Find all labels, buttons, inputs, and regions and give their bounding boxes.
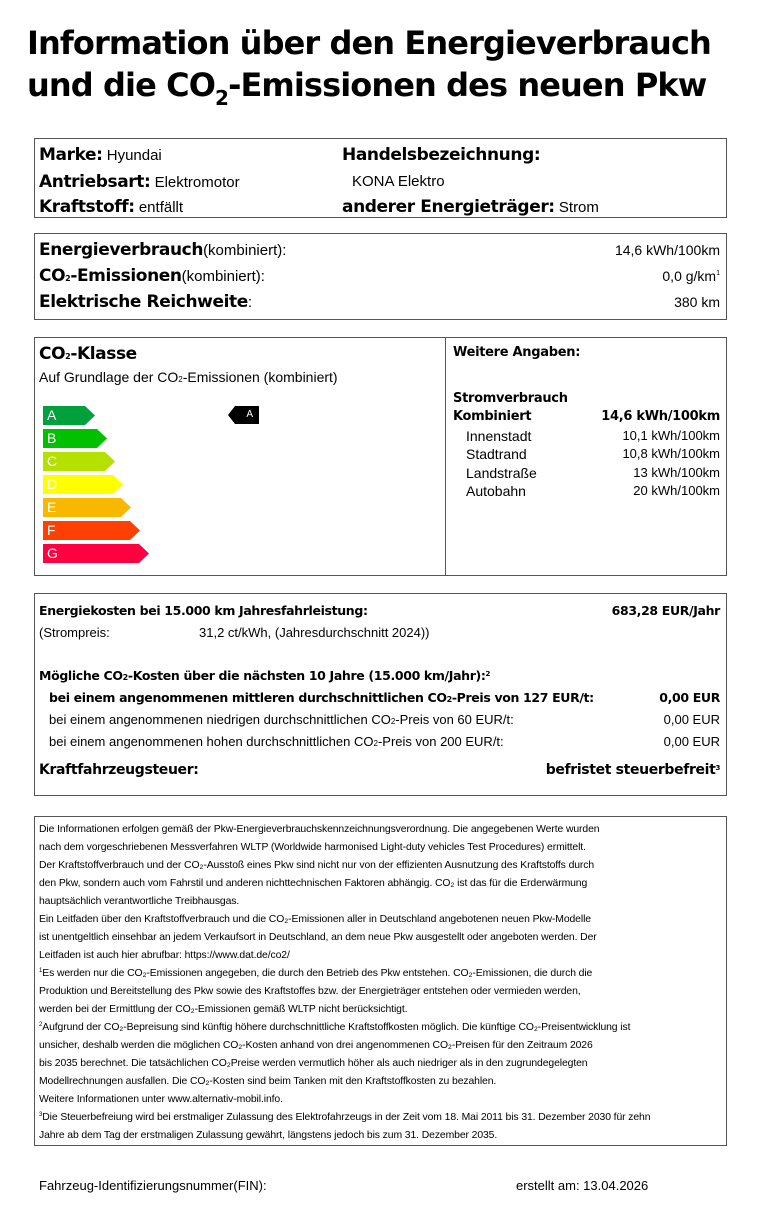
range-value: 380 km: [674, 294, 720, 310]
power-consumption-label: Landstraße: [466, 464, 537, 481]
co2-class-bar-label: B: [47, 430, 57, 446]
power-consumption-label: Kombiniert: [453, 409, 532, 424]
consumption-box: [34, 233, 727, 320]
co2-cost-scenario-label-pre: bei einem angenommenen mittleren durchschnittlichen CO: [49, 690, 447, 705]
marker-arrow-shape: [228, 406, 259, 424]
co2-cost-scenario-label: [49, 712, 514, 727]
drive-label: Antriebsart:: [39, 172, 151, 192]
legal-line: [39, 1073, 722, 1091]
co2-emissions-row: [39, 265, 720, 287]
legal-line-text: Aufgrund der CO₂-Bepreisung sind künftig höhere durchschnittliche Kraftstoffkosten möglich. Die künftige CO₂-Preisentwicklung ist: [42, 1022, 631, 1033]
energy-consumption-row: [39, 239, 720, 261]
further-info: [453, 344, 720, 501]
co2-class-box: [34, 337, 727, 576]
energy-consumption-qualifier: (kombiniert):: [203, 242, 287, 259]
co2-emissions-qualifier: (kombiniert):: [181, 268, 265, 285]
power-consumption-row: [453, 445, 720, 464]
co2-class-subtitle-sub: 2: [178, 375, 183, 384]
co2-class-scale: [43, 406, 149, 567]
co2-class-title-pre: CO: [39, 344, 66, 364]
brand-row: [39, 145, 162, 166]
co2-cost-scenario-label-sub: 2: [373, 739, 378, 748]
legal-line: [39, 1019, 722, 1037]
vehicle-info-box: [34, 138, 727, 218]
co2-costs-heading-sub: 2: [122, 673, 128, 682]
current-class-label: A: [246, 409, 253, 420]
trade-name-label: Handelsbezeichnung:: [342, 145, 541, 165]
co2-class-bar-e: [43, 498, 131, 517]
legal-line-text: Es werden nur die CO₂-Emissionen angegeben, die durch den Betrieb des Pkw entstehen. CO₂-Emissionen, die durch die: [42, 968, 593, 979]
title-line-2-pre: und die CO: [27, 66, 216, 104]
legal-line-text: Der Kraftstoffverbrauch und der CO₂-Ausstoß eines Pkw sind nicht nur von der effizienten Ausnutzung des Kraftstoffs durch: [39, 860, 595, 871]
co2-class-bar-d: [43, 475, 123, 494]
legal-notes: [39, 821, 722, 1145]
co2-costs-heading-row: [39, 666, 720, 688]
co2-emissions-label-pre: CO: [39, 266, 66, 286]
co2-emissions-label: [39, 266, 182, 286]
legal-line-text: hauptsächlich verantwortliche Treibhausgas.: [39, 896, 240, 907]
title-line-1: Information über den Energieverbrauch: [27, 24, 711, 62]
legal-line-text: Ein Leitfaden über den Kraftstoffverbrauch und die CO₂-Emissionen aller in Deutschland angebotenen neuen Pkw-Modelle: [39, 914, 591, 925]
legal-line: [39, 875, 722, 893]
legal-line: [39, 1037, 722, 1055]
co2-class-bar-shape: [43, 521, 140, 540]
co2-cost-scenario-label-sub: 2: [446, 695, 452, 704]
legal-line: [39, 983, 722, 1001]
co2-cost-scenario-label-sub: 2: [390, 717, 396, 726]
power-consumption-value: 10,8 kWh/100km: [622, 446, 720, 461]
created-date: erstellt am: 13.04.2026: [516, 1178, 649, 1193]
fuel-value: entfällt: [138, 199, 184, 216]
vehicle-tax-footnote-marker: 3: [715, 764, 720, 772]
drive-value: Elektromotor: [154, 174, 240, 191]
co2-class-title-sub: 2: [65, 352, 71, 361]
co2-class-title: [39, 344, 137, 364]
class-divider: [445, 338, 446, 575]
legal-line-text: Weitere Informationen unter www.alternativ-mobil.info.: [39, 1094, 283, 1105]
footnote-marker: 2: [39, 1022, 43, 1028]
electricity-price-label: (Strompreis:: [39, 625, 110, 640]
energy-consumption-value: 14,6 kWh/100km: [614, 242, 720, 258]
power-consumption-rows: [453, 408, 720, 501]
vehicle-tax-row: [39, 760, 720, 780]
footnote-marker: 1: [39, 968, 43, 974]
co2-cost-scenario-row: [49, 732, 720, 754]
energy-costs-row: [39, 601, 720, 621]
co2-cost-scenario-label-pre: bei einem angenommenen hohen durchschnittlichen CO: [49, 734, 374, 749]
other-energy-value: Strom: [558, 199, 599, 216]
power-consumption-row: [453, 427, 720, 446]
legal-line-text: ist unentgeltlich einsehbar an jedem Verkaufsort in Deutschland, an dem neue Pkw ausgestellt oder angeboten werden. Der: [39, 932, 597, 943]
co2-class-bar-g: [43, 544, 149, 563]
co2-class-title-post: -Klasse: [70, 344, 137, 364]
trade-name-row: [342, 145, 540, 166]
co2-cost-scenario-row: [49, 688, 720, 710]
energy-costs-label: Energiekosten bei 15.000 km Jahresfahrleistung:: [39, 603, 368, 618]
legal-line-text: unsicher, deshalb werden die möglichen CO₂-Kosten anhand von drei angenommenen CO₂-Preisen für den Zeitraum 2026: [39, 1040, 593, 1051]
legal-line: [39, 893, 722, 911]
co2-class-bar-b: [43, 429, 107, 448]
power-consumption-label: Stadtrand: [466, 446, 527, 462]
co2-class-subtitle-pre: Auf Grundlage der CO: [39, 369, 179, 385]
legal-line: [39, 1001, 722, 1019]
trade-name-value-row: [352, 172, 445, 192]
co2-emissions-label-post: -Emissionen: [70, 266, 182, 286]
legal-line-text: werden bei der Ermittlung der CO₂-Emissionen gemäß WLTP nicht berücksichtigt.: [39, 1004, 408, 1015]
title-co2-subscript: 2: [215, 86, 229, 110]
legal-line-text: Leitfaden ist auch hier abrufbar: https://www.dat.de/co2/: [39, 950, 290, 961]
energy-consumption-label: Energieverbrauch: [39, 240, 204, 260]
range-colon: :: [247, 294, 253, 311]
legal-line: [39, 1055, 722, 1073]
co2-cost-scenario-label-pre: bei einem angenommenen niedrigen durchschnittlichen CO: [49, 712, 391, 727]
co2-emissions-value-wrap: [662, 265, 720, 287]
co2-class-bar-label: A: [47, 407, 57, 423]
co2-emissions-label-sub: 2: [65, 274, 71, 283]
brand-value: Hyundai: [106, 147, 162, 164]
co2-costs-heading-pre: Mögliche CO: [39, 668, 123, 683]
co2-class-subtitle-post: -Emissionen (kombiniert): [182, 369, 338, 385]
vehicle-tax-value-wrap: [546, 760, 720, 780]
power-consumption-heading: Stromverbrauch: [453, 391, 568, 406]
co2-class-bar-a: [43, 406, 95, 425]
legal-line: [39, 965, 722, 983]
vin-label: Fahrzeug-Identifizierungsnummer(FIN):: [39, 1178, 267, 1193]
legal-line: [39, 911, 722, 929]
range-label: Elektrische Reichweite: [39, 292, 248, 312]
co2-costs-footnote-marker: 2: [485, 670, 491, 678]
power-consumption-value: 10,1 kWh/100km: [622, 427, 720, 443]
co2-class-bar-label: E: [47, 499, 57, 515]
legal-line: [39, 1109, 722, 1127]
range-row: [39, 291, 720, 313]
co2-cost-scenario-value: 0,00 EUR: [663, 712, 720, 727]
legal-line-text: Modellrechnungen ausfallen. Die CO₂-Kosten sind beim Tanken mit den Kraftstoffkosten zu bezahlen.: [39, 1076, 497, 1087]
co2-class-bar-f: [43, 521, 140, 540]
co2-costs-heading: [39, 668, 490, 683]
title-line-2-post: -Emissionen des neuen Pkw: [228, 66, 707, 104]
co2-footnote-marker: 1: [716, 270, 720, 277]
legal-line-text: Produktion und Bereitstellung des Pkw sowie des Kraftstoffes bzw. der Energieträger entstehen oder vermieden werden,: [39, 986, 581, 997]
costs-box: [34, 593, 727, 796]
co2-class-bar-shape: [43, 544, 149, 563]
co2-cost-scenario-row: [49, 710, 720, 732]
power-consumption-row: [453, 464, 720, 483]
legal-line: [39, 947, 722, 965]
legal-line-text: bis 2035 berechnet. Die tatsächlichen CO₂Preise werden vermutlich höher als auch niedriger als in den zugrundegelegten: [39, 1058, 588, 1069]
power-consumption-value: 13 kWh/100km: [633, 464, 720, 480]
legal-line-text: nach dem vorgeschriebenen Messverfahren WLTP (Worldwide harmonised Light-duty vehicles Test Procedures) ermittelt.: [39, 842, 586, 853]
legal-line: [39, 821, 722, 839]
electricity-price-value: 31,2 ct/kWh, (Jahresdurchschnitt 2024)): [199, 625, 430, 640]
co2-class-bar-label: C: [47, 453, 58, 469]
page-title: [27, 22, 747, 110]
further-info-title: Weitere Angaben:: [453, 345, 581, 360]
co2-costs-heading-post: -Kosten über die nächsten 10 Jahre (15.000 km/Jahr):: [127, 668, 486, 683]
power-consumption-value: 14,6 kWh/100km: [601, 409, 720, 424]
fuel-label: Kraftstoff:: [39, 197, 135, 217]
power-consumption-label: Autobahn: [466, 483, 526, 499]
co2-cost-scenario-value: 0,00 EUR: [663, 734, 720, 749]
legal-line: [39, 839, 722, 857]
legal-line: [39, 1127, 722, 1145]
energy-costs-value: 683,28 EUR/Jahr: [611, 603, 720, 618]
legal-line-text: Jahre ab dem Tag der erstmaligen Zulassung gewährt, längstens jedoch bis zum 31. Dezember 2035.: [39, 1130, 498, 1141]
co2-emissions-value: 0,0 g/km: [662, 268, 717, 284]
trade-name-value: KONA Elektro: [352, 173, 445, 190]
legal-line-text: Die Steuerbefreiung wird bei erstmaliger Zulassung des Elektrofahrzeugs in der Zeit vom 18. Mai 2011 bis 31. Dezember 2030 für zehn: [42, 1112, 651, 1123]
vehicle-tax-value: befristet steuerbefreit: [545, 762, 716, 778]
legal-line: [39, 929, 722, 947]
power-consumption-row: [453, 482, 720, 501]
drive-row: [39, 172, 240, 193]
title-line-2: [27, 64, 747, 110]
power-consumption-label: Innenstadt: [466, 427, 532, 444]
current-class-marker: [228, 406, 259, 424]
power-consumption-row: [453, 408, 720, 427]
co2-cost-scenario-label-post: -Preis von 60 EUR/t:: [395, 712, 514, 727]
other-energy-row: [342, 197, 599, 218]
legal-line: [39, 857, 722, 875]
vehicle-tax-label: Kraftfahrzeugsteuer:: [39, 762, 199, 778]
co2-class-bar-label: G: [47, 545, 58, 561]
brand-label: Marke:: [39, 145, 103, 165]
co2-class-subtitle: [39, 369, 338, 385]
legal-line-text: Die Informationen erfolgen gemäß der Pkw-Energieverbrauchskennzeichnungsverordnung. Die angegebenen Werte wurden: [39, 824, 600, 835]
co2-class-bar-label: F: [47, 522, 56, 538]
power-consumption-value: 20 kWh/100km: [633, 483, 720, 498]
co2-cost-scenario-value: 0,00 EUR: [659, 690, 720, 705]
legal-line: [39, 1091, 722, 1109]
fuel-row: [39, 197, 183, 218]
footnote-marker: 3: [39, 1112, 43, 1118]
co2-class-bar-label: D: [47, 476, 58, 492]
co2-class-bar-c: [43, 452, 115, 471]
other-energy-label: anderer Energieträger:: [342, 197, 555, 217]
legal-notes-box: [34, 816, 727, 1146]
co2-cost-scenario-label-post: -Preis von 200 EUR/t:: [377, 734, 504, 749]
legal-line-text: den Pkw, sondern auch vom Fahrstil und anderen nichttechnischen Faktoren abhängig. CO₂ ist das für die Erderwärmung: [39, 878, 588, 889]
co2-cost-scenario-label: [49, 690, 594, 705]
electricity-price-row: [39, 623, 720, 643]
co2-cost-scenario-label: [49, 734, 504, 749]
co2-cost-scenario-label-post: -Preis von 127 EUR/t:: [451, 690, 594, 705]
